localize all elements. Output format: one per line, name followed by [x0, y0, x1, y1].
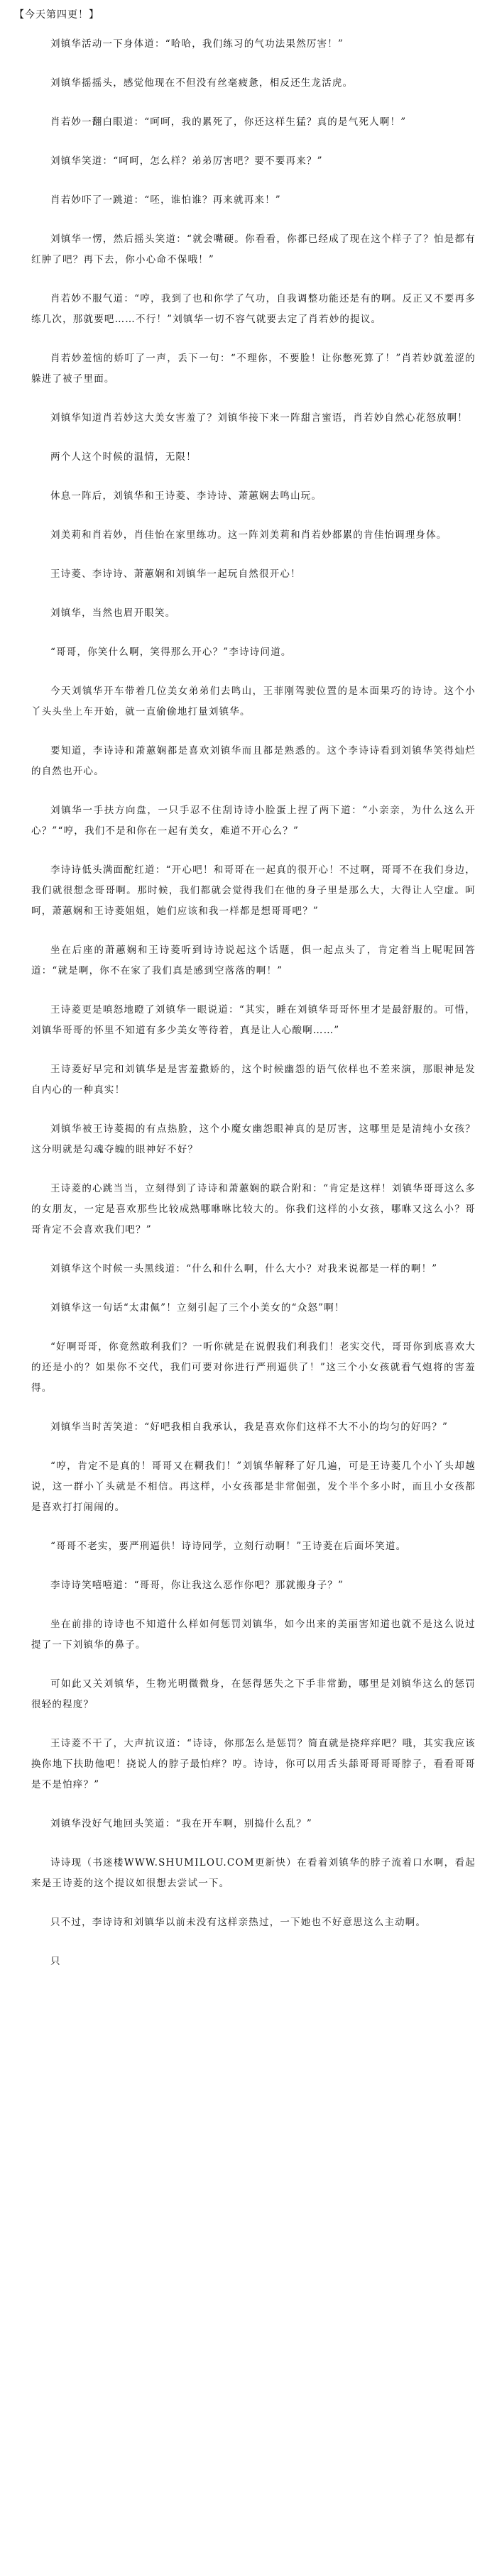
paragraph: 只不过，李诗诗和刘镇华以前未没有这样亲热过，一下她也不好意思这么主动啊。: [50, 1917, 427, 1928]
paragraph: 李诗诗低头满面酡红道：“开心吧！和哥哥在一起真的很开心！不过啊，哥哥不在我们身边，我们就很想念哥哥啊。那时候，我们都就会觉得我们在他的身子里是那么大，大得让人空虚。呵呵，萧蕙娴和王诗菱姐姐，她们应该和我一样都是想哥哥吧？”: [31, 864, 476, 917]
paragraph: 肖若妙吓了一跳道：“呸，谁怕谁？再来就再来！”: [50, 194, 281, 206]
paragraph: 刘镇华一手扶方向盘，一只手忍不住刮诗诗小脸蛋上捏了两下道：“小亲亲，为什么这么开心？”“哼，我们不是和你在一起有美女，难道不开心么？”: [31, 805, 476, 837]
paragraph: 肖若妙羞恼的娇叮了一声，丢下一句：“不理你，不要脸！让你憋死算了！”肖若妙就羞涩的躲进了被子里面。: [31, 353, 476, 385]
paragraph: 只: [50, 1956, 61, 1967]
paragraph: 王诗菱更是嗔怒地瞪了刘镇华一眼说道：“其实，睡在刘镇华哥哥怀里才是最舒服的。可惜，刘镇华哥哥的怀里不知道有多少美女等待着，真是让人心酸啊……”: [31, 1004, 476, 1036]
paragraph: 刘镇华这个时候一头黑线道：“什么和什么啊，什么大小？对我来说都是一样的啊！”: [50, 1263, 438, 1275]
paragraph: 今天刘镇华开车带着几位美女弟弟们去鸣山，王菲刚驾驶位置的是本面果巧的诗诗。这个小丫头头坐上车开始，就一直偷偷地打量刘镇华。: [31, 686, 476, 717]
paragraph: 刘镇华笑道：“呵呵，怎么样？弟弟厉害吧？要不要再来？”: [50, 155, 323, 167]
paragraph: 王诗菱好早完和刘镇华是是害羞撒娇的，这个时候幽怨的语气依样也不差来演，那眼神是发自内心的一种真实！: [31, 1064, 476, 1096]
paragraph: 刘镇华知道肖若妙这大美女害羞了？刘镇华接下来一阵甜言蜜语，肖若妙自然心花怒放啊！: [50, 412, 468, 424]
paragraph: 休息一阵后，刘镇华和王诗菱、李诗诗、萧蕙娴去鸣山玩。: [50, 490, 322, 502]
paragraph: 王诗菱的心跳当当，立刻得到了诗诗和萧蕙娴的联合附和：“肯定是这样！刘镇华哥哥这么多的女朋友，一定是喜欢那些比较成熟哪咻咻比较大的。你我们这样的小女孩，哪咻又这么小？哥哥肯定不会喜欢我们吧？”: [31, 1183, 476, 1235]
paragraph: 刘镇华被王诗菱揭的有点热脸，这个小魔女幽怨眼神真的是厉害，这哪里是是清纯小女孩？这分明就是勾魂夺魄的眼神好不好？: [31, 1123, 476, 1155]
paragraph: 刘镇华当时苦笑道：“好吧我相自我承认，我是喜欢你们这样不大不小的均匀的好吗？”: [50, 1421, 449, 1433]
chapter-text: [31, 34, 476, 1972]
paragraph: 刘镇华摇摇头，感觉他现在不但没有丝毫疲惫，相反还生龙活虎。: [50, 77, 354, 89]
paragraph: 要知道，李诗诗和萧蕙娴都是喜欢刘镇华而且都是熟悉的。这个李诗诗看到刘镇华笑得灿烂的自然也开心。: [31, 745, 476, 777]
paragraph: 坐在前排的诗诗也不知道什么样如何惩罚刘镇华，如今出来的美丽害知道也就不是这么说过提了一下刘镇华的鼻子。: [31, 1619, 476, 1651]
update-notice: 【今天第四更！】: [14, 9, 99, 21]
paragraph: 刘镇华这一句话“太肃佩”！立刻引起了三个小美女的“众怒”啊！: [50, 1302, 345, 1314]
paragraph: 坐在后座的萧蕙娴和王诗菱听到诗诗说起这个话题，俱一起点头了，肯定着当上呢呢回答道：“就是啊，你不在家了我们真是感到空落落的啊！”: [31, 945, 476, 976]
paragraph: 刘镇华一愣，然后摇头笑道：“就会嘴硬。你看看，你都已经成了现在这个样子了？怕是都有红肿了吧？再下去，你小心命不保哦！”: [31, 233, 476, 265]
paragraph: 两个人这个时候的温情，无限！: [50, 451, 197, 463]
paragraph: “哼，肯定不是真的！哥哥又在糊我们！”刘镇华解释了好几遍，可是王诗菱几个小丫头却越说，这一群小丫头就是不相信。再这样，小女孩都是非常倔强，发个半个多小时，而且小女孩都是喜欢打打闹闹的。: [31, 1460, 476, 1513]
paragraph: 可如此又关刘镇华，生物光明微微身，在惩得惩失之下手非常勤，哪里是刘镇华这么的惩罚很轻的程度？: [31, 1678, 476, 1710]
paragraph: “哥哥不老实，要严刑逼供！诗诗同学，立刻行动啊！”王诗菱在后面坏笑道。: [50, 1541, 407, 1552]
paragraph: 刘镇华，当然也眉开眼笑。: [50, 607, 176, 619]
paragraph: “哥哥，你笑什么啊，笑得那么开心？”李诗诗问道。: [50, 646, 292, 658]
paragraph: 刘美莉和肖若妙，肖佳怡在家里练功。这一阵刘美莉和肖若妙都累的肯佳怡调理身体。: [50, 529, 447, 541]
paragraph: 王诗菱、李诗诗、萧蕙娴和刘镇华一起玩自然很开心！: [50, 568, 301, 580]
paragraph: 肖若妙不服气道：“哼，我到了也和你学了气功，自我调整功能还是有的啊。反正又不要再多练几次，那就要吧……不行！”刘镇华一切不容气就要去定了肖若妙的提议。: [31, 293, 476, 325]
paragraph: 李诗诗笑嘻嘻道：“哥哥，你让我这么恶作你吧？那就搬身子？”: [50, 1580, 344, 1591]
paragraph: “好啊哥哥，你竟然敢利我们？一听你就是在说假我们利我们！老实交代，哥哥你到底喜欢大的还是小的？如果你不交代，我们可要对你进行严刑逼供了！”这三个小女孩就看气炮将的害羞得。: [31, 1341, 476, 1394]
paragraph: 肖若妙一翻白眼道：“呵呵，我的累死了，你还这样生猛？真的是气死人啊！”: [50, 116, 407, 128]
paragraph: 诗诗现（书迷楼WWW.SHUMILOU.COM更新快）在看着刘镇华的脖子流着口水啊，看起来是王诗菱的这个提议如很想去尝试一下。: [31, 1857, 476, 1889]
paragraph: 刘镇华没好气地回头笑道：“我在开车啊，别捣什么乱？”: [50, 1818, 313, 1829]
paragraph: 刘镇华活动一下身体道：“哈哈，我们练习的气功法果然厉害！”: [50, 38, 344, 50]
paragraph: 王诗菱不干了，大声抗议道：“诗诗，你那怎么是惩罚？简直就是挠痒痒吧？哦，其实我应该换你地下扶助他吧！挠说人的脖子最怕痒？哼。诗诗，你可以用舌头舔哥哥哥哥脖子，看看哥哥是不是怕痒？”: [31, 1738, 476, 1790]
